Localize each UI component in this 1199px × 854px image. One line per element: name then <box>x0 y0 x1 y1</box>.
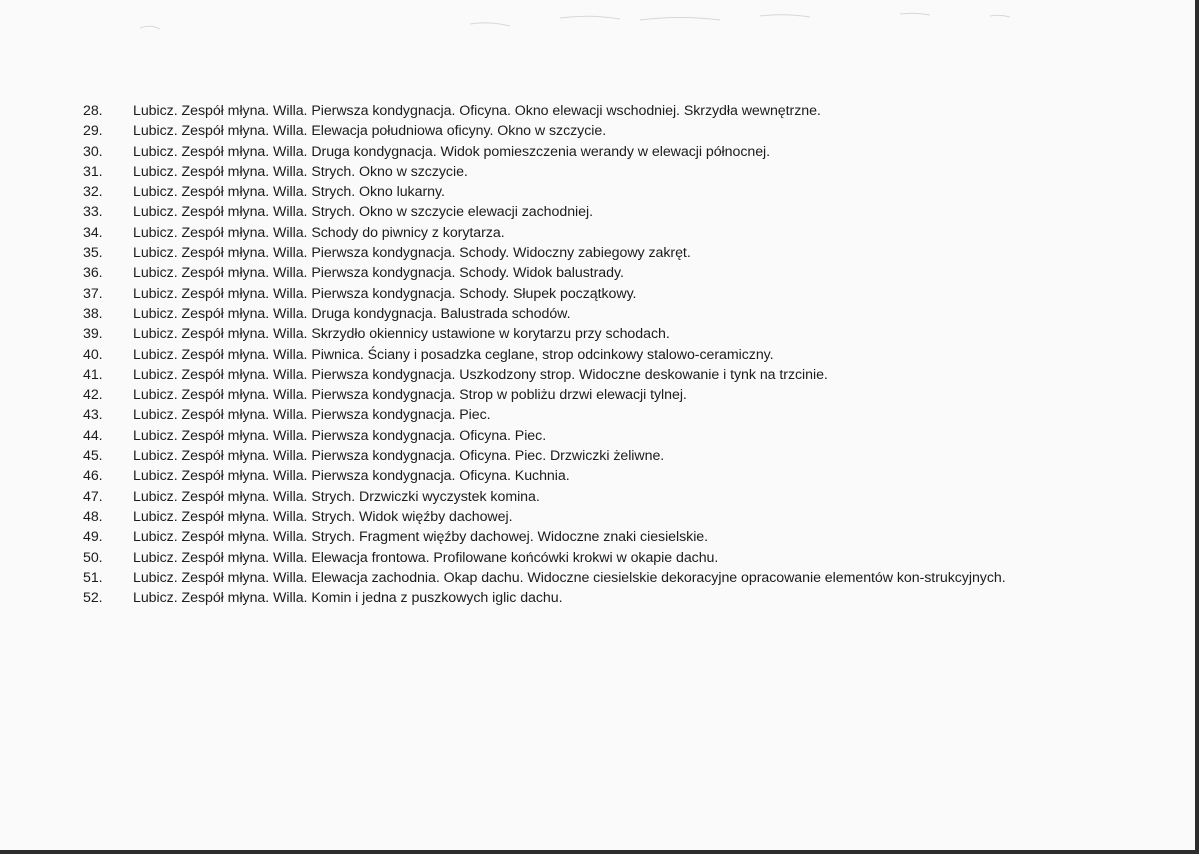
item-number: 52. <box>83 590 103 607</box>
item-number: 47. <box>83 488 103 505</box>
item-number: 43. <box>83 407 103 424</box>
item-text: Lubicz. Zespół młyna. Willa. Strych. Okno w szczycie elewacji zachodniej. <box>133 204 593 221</box>
item-number: 30. <box>83 143 103 160</box>
item-number: 41. <box>83 366 103 383</box>
list-item <box>83 588 1113 608</box>
item-number: 40. <box>83 346 103 363</box>
item-text: Lubicz. Zespół młyna. Willa. Schody do piwnicy z korytarza. <box>133 224 505 241</box>
item-number: 29. <box>83 123 103 140</box>
item-text: Lubicz. Zespół młyna. Willa. Strych. Okno w szczycie. <box>133 163 468 180</box>
item-number: 35. <box>83 245 103 262</box>
list-item <box>83 121 1113 141</box>
list-item <box>83 426 1113 446</box>
item-text: Lubicz. Zespół młyna. Willa. Skrzydło okiennicy ustawione w korytarzu przy schodach. <box>133 326 670 343</box>
item-number: 46. <box>83 468 103 485</box>
item-text: Lubicz. Zespół młyna. Willa. Druga kondygnacja. Balustrada schodów. <box>133 305 571 322</box>
item-text: Lubicz. Zespół młyna. Willa. Piwnica. Ściany i posadzka ceglane, strop odcinkowy stalowo-ceramiczny. <box>133 346 774 363</box>
list-item <box>83 568 1113 588</box>
list-item <box>83 263 1113 283</box>
item-number: 37. <box>83 285 103 302</box>
item-text: Lubicz. Zespół młyna. Willa. Pierwsza kondygnacja. Strop w pobliżu drzwi elewacji tylnej. <box>133 387 687 404</box>
list-item <box>83 527 1113 547</box>
item-text: Lubicz. Zespół młyna. Willa. Elewacja frontowa. Profilowane końcówki krokwi w okapie dachu. <box>133 549 719 566</box>
item-text: Lubicz. Zespół młyna. Willa. Strych. Okno lukarny. <box>133 184 445 201</box>
list-item <box>83 101 1113 121</box>
item-text: Lubicz. Zespół młyna. Willa. Strych. Fragment więźby dachowej. Widoczne znaki ciesielskie. <box>133 529 709 546</box>
item-number: 34. <box>83 224 103 241</box>
list-item <box>83 405 1113 425</box>
item-text: Lubicz. Zespół młyna. Willa. Pierwsza kondygnacja. Piec. <box>133 407 491 424</box>
item-number: 51. <box>83 569 103 586</box>
item-number: 42. <box>83 387 103 404</box>
item-number: 44. <box>83 427 103 444</box>
list-item <box>83 243 1113 263</box>
list-item <box>83 304 1113 324</box>
item-number: 33. <box>83 204 103 221</box>
item-text: Lubicz. Zespół młyna. Willa. Komin i jedna z puszkowych iglic dachu. <box>133 590 563 607</box>
list-item <box>83 365 1113 385</box>
list-item <box>83 162 1113 182</box>
item-number: 31. <box>83 163 103 180</box>
photo-caption-list <box>83 101 1113 608</box>
item-text: Lubicz. Zespół młyna. Willa. Pierwsza kondygnacja. Schody. Widoczny zabiegowy zakręt. <box>133 245 691 262</box>
item-number: 38. <box>83 305 103 322</box>
item-text: Lubicz. Zespół młyna. Willa. Pierwsza kondygnacja. Oficyna. Okno elewacji wschodniej. Skrzydła wewnętrzne. <box>133 103 821 119</box>
list-item <box>83 487 1113 507</box>
list-item <box>83 324 1113 344</box>
item-text: Lubicz. Zespół młyna. Willa. Pierwsza kondygnacja. Oficyna. Piec. <box>133 427 547 444</box>
item-text: Lubicz. Zespół młyna. Willa. Pierwsza kondygnacja. Oficyna. Kuchnia. <box>133 468 570 485</box>
list-item <box>83 446 1113 466</box>
list-item <box>83 507 1113 527</box>
list-item <box>83 182 1113 202</box>
item-text: Lubicz. Zespół młyna. Willa. Pierwsza kondygnacja. Uszkodzony strop. Widoczne deskowanie i tynk na trzcinie. <box>133 366 828 383</box>
item-number: 45. <box>83 448 103 465</box>
item-text: Lubicz. Zespół młyna. Willa. Elewacja zachodnia. Okap dachu. Widoczne ciesielskie dekoracyjne opracowanie elementów kon-strukcyjnych. <box>133 569 1006 586</box>
list-item <box>83 202 1113 222</box>
list-item <box>83 548 1113 568</box>
list-item <box>83 142 1113 162</box>
item-number: 49. <box>83 529 103 546</box>
item-text: Lubicz. Zespół młyna. Willa. Strych. Drzwiczki wyczystek komina. <box>133 488 540 505</box>
item-number: 36. <box>83 265 103 282</box>
item-number: 28. <box>83 103 103 119</box>
list-item <box>83 223 1113 243</box>
item-number: 39. <box>83 326 103 343</box>
scan-artifacts <box>0 0 1195 60</box>
list-item <box>83 345 1113 365</box>
list-item <box>83 284 1113 304</box>
item-number: 32. <box>83 184 103 201</box>
list-item <box>83 385 1113 405</box>
item-text: Lubicz. Zespół młyna. Willa. Pierwsza kondygnacja. Schody. Słupek początkowy. <box>133 285 637 302</box>
item-text: Lubicz. Zespół młyna. Willa. Pierwsza kondygnacja. Schody. Widok balustrady. <box>133 265 624 282</box>
item-text: Lubicz. Zespół młyna. Willa. Druga kondygnacja. Widok pomieszczenia werandy w elewacji północnej. <box>133 143 771 160</box>
item-number: 50. <box>83 549 103 566</box>
item-text: Lubicz. Zespół młyna. Willa. Pierwsza kondygnacja. Oficyna. Piec. Drzwiczki żeliwne. <box>133 448 665 465</box>
item-number: 48. <box>83 508 103 525</box>
item-text: Lubicz. Zespół młyna. Willa. Elewacja południowa oficyny. Okno w szczycie. <box>133 123 607 140</box>
list-item <box>83 466 1113 486</box>
item-text: Lubicz. Zespół młyna. Willa. Strych. Widok więźby dachowej. <box>133 508 513 525</box>
